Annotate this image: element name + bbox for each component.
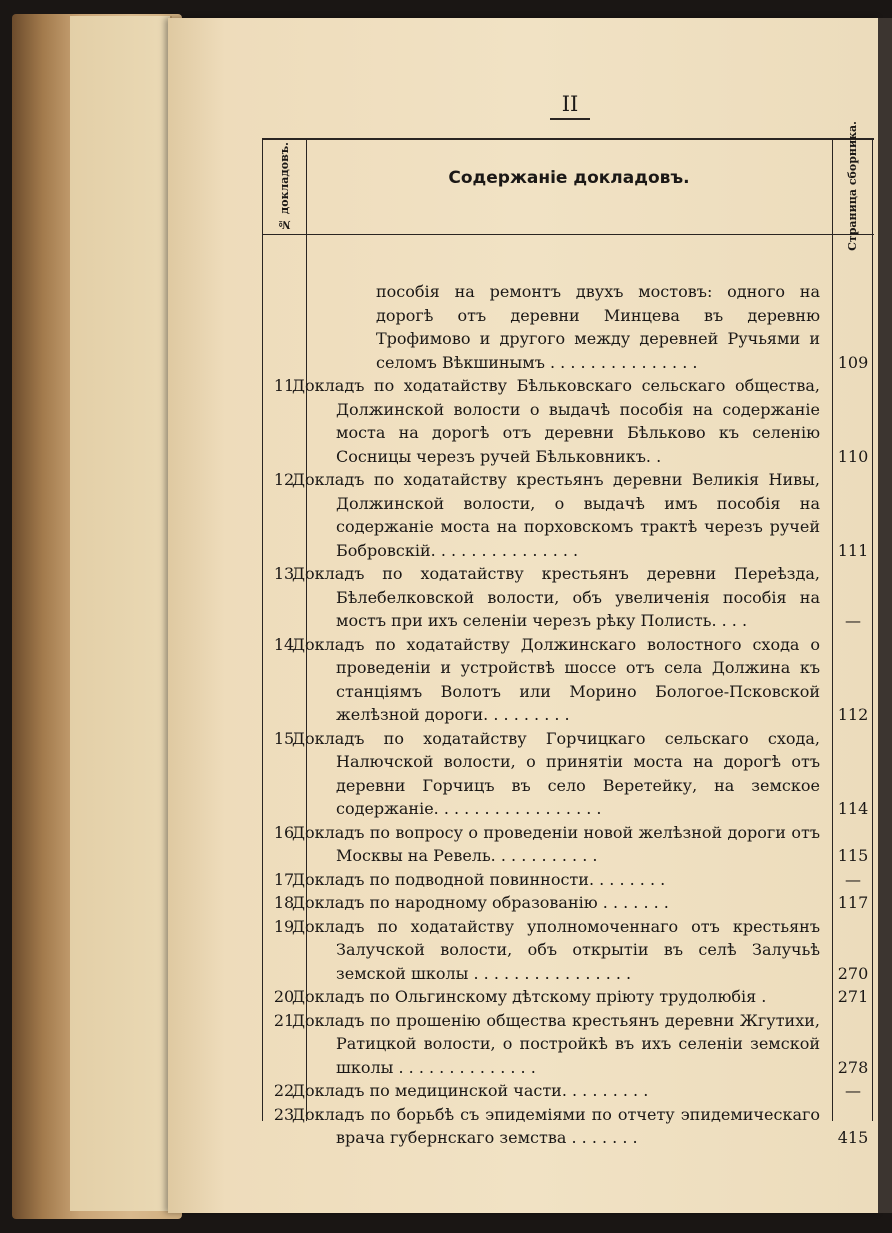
row-page: 109 (837, 352, 869, 372)
row-number: 12 (273, 470, 295, 489)
row-page: 114 (837, 799, 869, 818)
rows (262, 280, 874, 1150)
header-num: № докладовъ. (277, 141, 291, 231)
row-page: 271 (837, 987, 869, 1006)
table-row (262, 1103, 874, 1150)
table-row (262, 821, 874, 868)
row-number: 22 (273, 1081, 295, 1100)
table-row (262, 727, 874, 821)
row-page: 112 (837, 705, 869, 724)
row-number: 11 (273, 376, 295, 395)
row-number: 19 (273, 916, 295, 936)
table-row (262, 868, 874, 892)
row-text: Докладъ по вопросу о проведеніи новой желѣзной дороги отъ Москвы на Ревель. . . . . . . . . . . (292, 822, 820, 865)
header-bottom-rule (262, 234, 874, 235)
row-number: 14 (273, 634, 295, 654)
next-page-edge (878, 18, 892, 1213)
table-row (262, 985, 874, 1009)
row-text: пособія на ремонтъ двухъ мостовъ: одного на дорогѣ отъ деревни Минцева въ деревню Трофимово и другого между деревней Ручьями и селомъ Вѣкшинымъ . . . . . . . . . . . . . . . (376, 282, 820, 372)
table-row (262, 280, 874, 374)
row-text: Докладъ по ходатайству Бѣльковскаго сельскаго общества, Должинской волости о выдачѣ пособія на содержаніе моста на дорогѣ отъ деревни Бѣльково къ селенію Сосницы черезъ ручей Бѣльковникъ. . (292, 376, 820, 466)
row-page: 117 (837, 893, 869, 912)
table-row (262, 915, 874, 986)
contents-table (262, 121, 874, 1147)
table-row (262, 1009, 874, 1080)
row-text: Докладъ по прошенію общества крестьянъ деревни Жгутихи, Ратицкой волости, о постройкѣ въ ихъ селеніи земской школы . . . . . . . . . . . . . . (292, 1010, 820, 1077)
row-text: Докладъ по медицинской части. . . . . . . . . (292, 1081, 649, 1100)
row-page: — (845, 1081, 861, 1100)
row-text: Докладъ по подводной повинности. . . . . . . . (292, 869, 666, 889)
header-title: Содержаніе докладовъ. (448, 168, 690, 188)
row-number: 13 (273, 564, 295, 583)
row-number: 21 (273, 1010, 295, 1030)
row-text: Докладъ по ходатайству крестьянъ деревни Переѣзда, Бѣлебелковской волости, объ увеличенія пособія на мостъ при ихъ селеніи черезъ рѣку Полисть. . . . (292, 564, 820, 630)
row-text: Докладъ по ходатайству уполномоченнаго отъ крестьянъ Залучской волости, объ открытіи въ селѣ Залучьѣ земской школы . . . . . . . . . . . . . . . . (292, 916, 820, 983)
row-text: Докладъ по Ольгинскому дѣтскому пріюту трудолюбія . (292, 987, 767, 1006)
row-text: Докладъ по ходатайству крестьянъ деревни Великія Нивы, Должинской волости, о выдачѣ имъ пособія на содержаніе моста на порховскомъ трактѣ черезъ ручей Бобровскій. . . . . . . . . . . . . . . (292, 470, 820, 560)
row-number: 23 (273, 1104, 295, 1124)
row-number: 17 (273, 869, 295, 889)
row-page: 111 (837, 540, 869, 560)
row-number: 15 (273, 728, 295, 748)
row-page: 270 (837, 963, 869, 983)
table-top-rule (262, 138, 874, 140)
row-page: — (845, 869, 861, 889)
row-number: 16 (273, 822, 295, 842)
row-page: 278 (837, 1057, 869, 1077)
table-row (262, 891, 874, 915)
page-stack (70, 16, 172, 1211)
row-page: — (845, 611, 861, 630)
row-text: Докладъ по борьбѣ съ эпидеміями по отчету эпидемическаго врача губернскаго земства . . . . . . . (292, 1104, 820, 1147)
header-page: Страница сборника. (845, 121, 859, 251)
row-number: 18 (273, 893, 295, 912)
table-row (262, 468, 874, 562)
row-number: 20 (273, 987, 295, 1006)
row-page: 415 (837, 1128, 869, 1147)
page-number: II (550, 92, 590, 120)
table-row (262, 633, 874, 727)
table-row (262, 562, 874, 633)
row-text: Докладъ по народному образованію . . . . . . . (292, 893, 669, 912)
row-page: 110 (837, 446, 869, 466)
row-text: Докладъ по ходатайству Горчицкаго сельскаго схода, Налючской волости, о принятіи моста на дорогѣ отъ деревни Горчицъ въ село Веретейку, на земское содержаніе. . . . . . . . . . . . . . . . . (292, 728, 820, 818)
table-row (262, 374, 874, 468)
row-page: 115 (837, 846, 869, 865)
row-text: Докладъ по ходатайству Должинскаго волостного схода о проведеніи и устройствѣ шоссе отъ села Должина къ станціямъ Волотъ или Морино Бологое-Псковской желѣзной дороги. . . . . . . . . (292, 634, 820, 724)
table-row (262, 1079, 874, 1103)
